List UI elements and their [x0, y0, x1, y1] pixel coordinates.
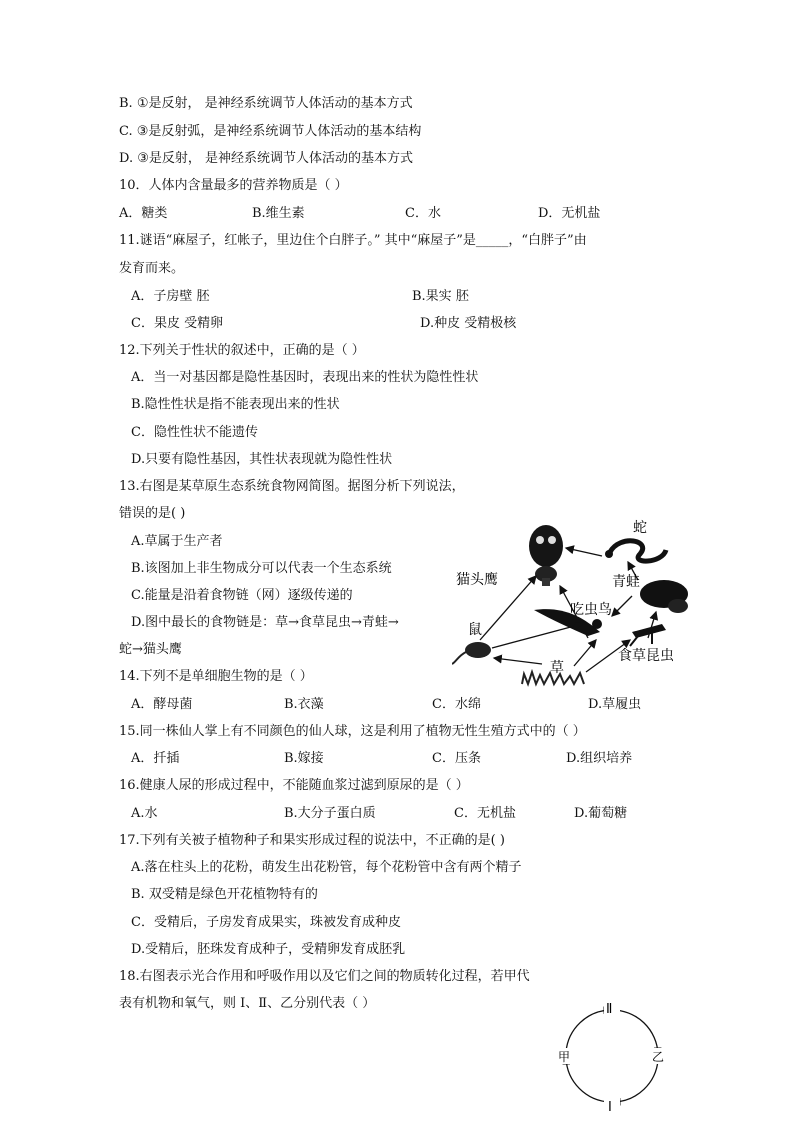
q18-stem-line2: 表有机物和氧气，则 Ⅰ、Ⅱ、乙分别代表（ ）: [119, 996, 376, 1011]
insect-image: [630, 624, 666, 646]
q11-option-d: D.种皮 受精极核: [420, 316, 517, 331]
q17-option-a: A.落在柱头上的花粉，萌发生出花粉管，每个花粉管中含有两个精子: [131, 860, 522, 875]
q13-option-a: A.草属于生产者: [131, 534, 223, 549]
label-owl: 猫头鹰: [456, 572, 498, 588]
q11-option-c: C．果皮 受精卵: [131, 316, 224, 331]
q12-option-d: D.只要有隐性基因，其性状表现就为隐性性状: [131, 452, 393, 467]
q9-option-d: D. ③是反射， 是神经系统调节人体活动的基本方式: [119, 151, 414, 166]
label-insect: 食草昆虫: [618, 648, 674, 664]
q17-option-b: B. 双受精是绿色开花植物特有的: [131, 887, 318, 902]
q15-option-d: D.组织培养: [566, 751, 633, 766]
arc-bottom-left: [566, 1058, 610, 1102]
q10-option-c: C．水: [405, 206, 441, 221]
q9-option-c: C. ③是反射弧，是神经系统调节人体活动的基本结构: [119, 124, 422, 139]
cycle-label-bottom: Ⅰ: [608, 1100, 612, 1115]
arc-top-right: [612, 1010, 658, 1054]
q11-stem-line2: 发育而来。: [119, 261, 185, 276]
q16-option-a: A.水: [131, 806, 158, 821]
q17-stem: 17.下列有关被子植物种子和果实形成过程的说法中，不正确的是( ): [119, 833, 505, 848]
q12-option-b: B.隐性性状是指不能表现出来的性状: [131, 397, 340, 412]
label-bird: 吃虫鸟: [570, 602, 612, 618]
label-mouse: 鼠: [468, 622, 482, 638]
q16-option-c: C．无机盐: [454, 806, 516, 821]
q10-option-d: D．无机盐: [538, 206, 601, 221]
snake-image: [605, 541, 666, 561]
q14-option-b: B.衣藻: [284, 697, 324, 712]
cycle-label-top: Ⅱ: [606, 1002, 613, 1017]
arc-top-left: [566, 1010, 610, 1052]
label-grass: 草: [550, 660, 564, 676]
q15-stem: 15.同一株仙人掌上有不同颜色的仙人球，这是利用了植物无性生殖方式中的（ ）: [119, 724, 586, 739]
q11-option-b: B.果实 胚: [412, 289, 469, 304]
q12-stem: 12.下列关于性状的叙述中，正确的是（ ）: [119, 343, 365, 358]
q16-stem: 16.健康人尿的形成过程中，不能随血浆过滤到原尿的是（ ）: [119, 778, 469, 793]
q15-option-c: C．压条: [432, 751, 481, 766]
q11-stem-line1: 11.谜语“麻屋子，红帐子，里边住个白胖子。” 其中“麻屋子”是_____，“白胖子”由: [119, 233, 587, 248]
cycle-label-right: 乙: [652, 1050, 665, 1064]
q13-option-d-line2: 蛇→猫头鹰: [119, 642, 182, 657]
label-frog: 青蛙: [612, 574, 640, 590]
q10-option-b: B.维生素: [252, 206, 305, 221]
q17-option-d: D.受精后，胚珠发育成种子，受精卵发育成胚乳: [131, 942, 406, 957]
frog-image: [640, 580, 688, 613]
q12-option-c: C．隐性性状不能遗传: [131, 425, 258, 440]
cycle-figure: [556, 998, 672, 1116]
q13-option-d-line1: D.图中最长的食物链是：草→食草昆虫→青蛙→: [131, 615, 399, 630]
q16-option-b: B.大分子蛋白质: [284, 806, 376, 821]
q11-option-a: A．子房壁 胚: [131, 289, 210, 304]
q14-option-c: C．水绵: [432, 697, 481, 712]
owl-image: [529, 525, 563, 586]
q16-option-d: D.葡萄糖: [574, 806, 628, 821]
q14-option-a: A．酵母菌: [131, 697, 193, 712]
arc-bottom-right: [614, 1060, 658, 1102]
q13-option-b: B.该图加上非生物成分可以代表一个生态系统: [131, 561, 392, 576]
q9-option-b: B. ①是反射， 是神经系统调节人体活动的基本方式: [119, 96, 413, 111]
q12-option-a: A．当一对基因都是隐性基因时，表现出来的性状为隐性性状: [131, 370, 479, 385]
q18-stem-line1: 18.右图表示光合作用和呼吸作用以及它们之间的物质转化过程，若甲代: [119, 969, 530, 984]
q10-stem: 10．人体内含量最多的营养物质是（ ）: [119, 178, 348, 193]
q13-stem-line1: 13.右图是某草原生态系统食物网简图。据图分析下列说法，: [119, 479, 465, 494]
q14-option-d: D.草履虫: [588, 697, 642, 712]
q10-option-a: A．糖类: [119, 206, 168, 221]
q15-option-b: B.嫁接: [284, 751, 324, 766]
mouse-image: [452, 642, 491, 664]
q13-stem-line2: 错误的是( ): [119, 506, 186, 521]
q17-option-c: C．受精后，子房发育成果实，珠被发育成种皮: [131, 915, 401, 930]
food-web-figure: [452, 512, 702, 690]
q13-option-c: C.能量是沿着食物链（网）逐级传递的: [131, 588, 353, 603]
q14-stem: 14.下列不是单细胞生物的是（ ）: [119, 669, 313, 684]
q15-option-a: A．扦插: [131, 751, 180, 766]
cycle-label-left: 甲: [558, 1050, 571, 1064]
label-snake: 蛇: [633, 520, 647, 536]
